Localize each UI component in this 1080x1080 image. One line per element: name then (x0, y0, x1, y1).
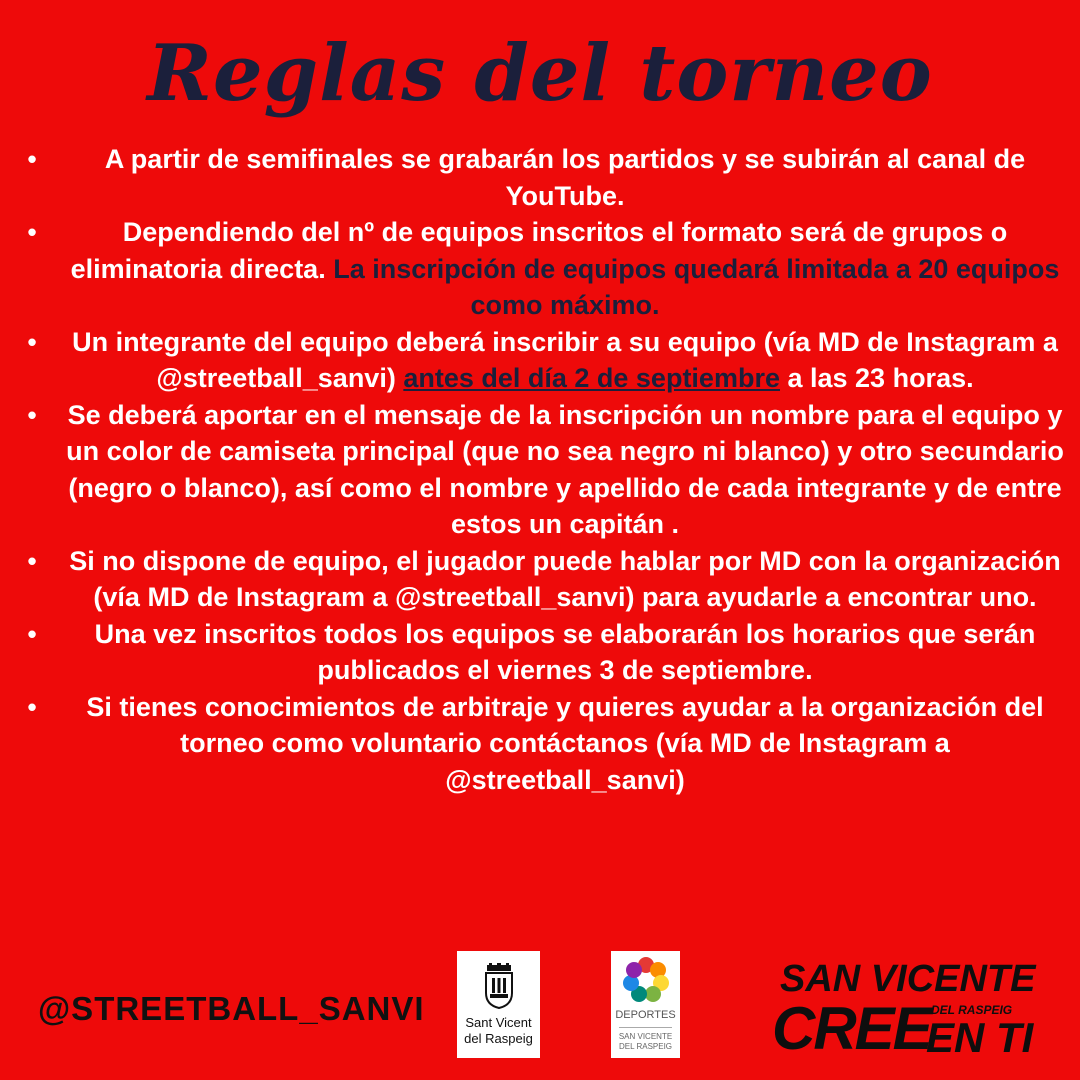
bullet-icon: • (27, 217, 37, 247)
sports-logo (611, 951, 680, 1058)
bullet-icon: • (27, 144, 37, 174)
rule-text: Un integrante del equipo deberá inscribir a su equipo (vía MD de Instagram a @streetball_sanvi) (72, 326, 1058, 393)
brand-small: DEL RASPEIG (931, 1003, 1013, 1017)
city-logo-line1: Sant Vicent (465, 1015, 532, 1030)
rule-text: Si no dispone de equipo, el jugador puede hablar por MD con la organización (vía MD de Instagram a @streetball_sanvi) para ayudarle a encontrar uno. (69, 545, 1061, 612)
instagram-handle: @STREETBALL_SANVI (38, 990, 425, 1027)
brand-cree: CREE (772, 995, 931, 1062)
sports-logo-line1: SAN VICENTE (618, 1032, 673, 1041)
bullet-icon: • (27, 545, 37, 576)
city-council-logo (457, 951, 540, 1058)
bullet-icon: • (27, 691, 37, 722)
city-logo-line2: del Raspeig (464, 1031, 533, 1046)
rule-text: Si tienes conocimientos de arbitraje y quieres ayudar a la organización del torneo como voluntario contáctanos (vía MD de Instagram a @streetball_sanvi) (86, 691, 1044, 795)
rule-item (22, 689, 1072, 799)
sports-logo-line2: DEL RASPEIG (618, 1042, 673, 1051)
coat-of-arms-icon (483, 963, 515, 1009)
rule-item (22, 324, 1072, 397)
rule-text-end: a las 23 horas. (779, 363, 974, 393)
rules-list (22, 141, 1072, 798)
rule-item (22, 543, 1072, 616)
bullet-icon: • (27, 326, 37, 357)
rule-item (22, 214, 1072, 324)
page-title: Reglas del torneo (147, 28, 933, 119)
sports-logo-label: DEPORTES (615, 1009, 676, 1021)
rule-text: Se deberá aportar en el mensaje de la inscripción un nombre para el equipo y un color de camiseta principal (que no sea negro ni blanco) y otro secundario (negro o blanco), así como el nombre y apellido de cada integrante y de entre estos un capitán . (66, 399, 1064, 539)
rule-text: Una vez inscritos todos los equipos se elaborarán los horarios que serán publicados el viernes 3 de septiembre. (94, 618, 1036, 685)
rule-text: A partir de semifinales se grabarán los partidos y se subirán al canal de YouTube. (104, 144, 1026, 211)
rule-item (22, 616, 1072, 689)
bullet-icon: • (27, 618, 37, 649)
rule-text: Dependiendo del nº de equipos inscritos el formato será de grupos o eliminatoria directa. (70, 217, 1008, 284)
rule-item (22, 397, 1072, 543)
flower-icon (622, 955, 670, 1003)
bullet-icon: • (27, 399, 37, 430)
rule-item (22, 141, 1072, 214)
san-vicente-cree-logo (772, 958, 1046, 1062)
deadline-link[interactable]: antes del día 2 de septiembre (403, 363, 780, 393)
brand-enti: EN TI (926, 1014, 1034, 1061)
rule-highlight: La inscripción de equipos quedará limitada a 20 equipos como máximo. (333, 253, 1060, 320)
brand-line1: SAN VICENTE (780, 958, 1036, 1000)
divider (619, 1027, 672, 1028)
